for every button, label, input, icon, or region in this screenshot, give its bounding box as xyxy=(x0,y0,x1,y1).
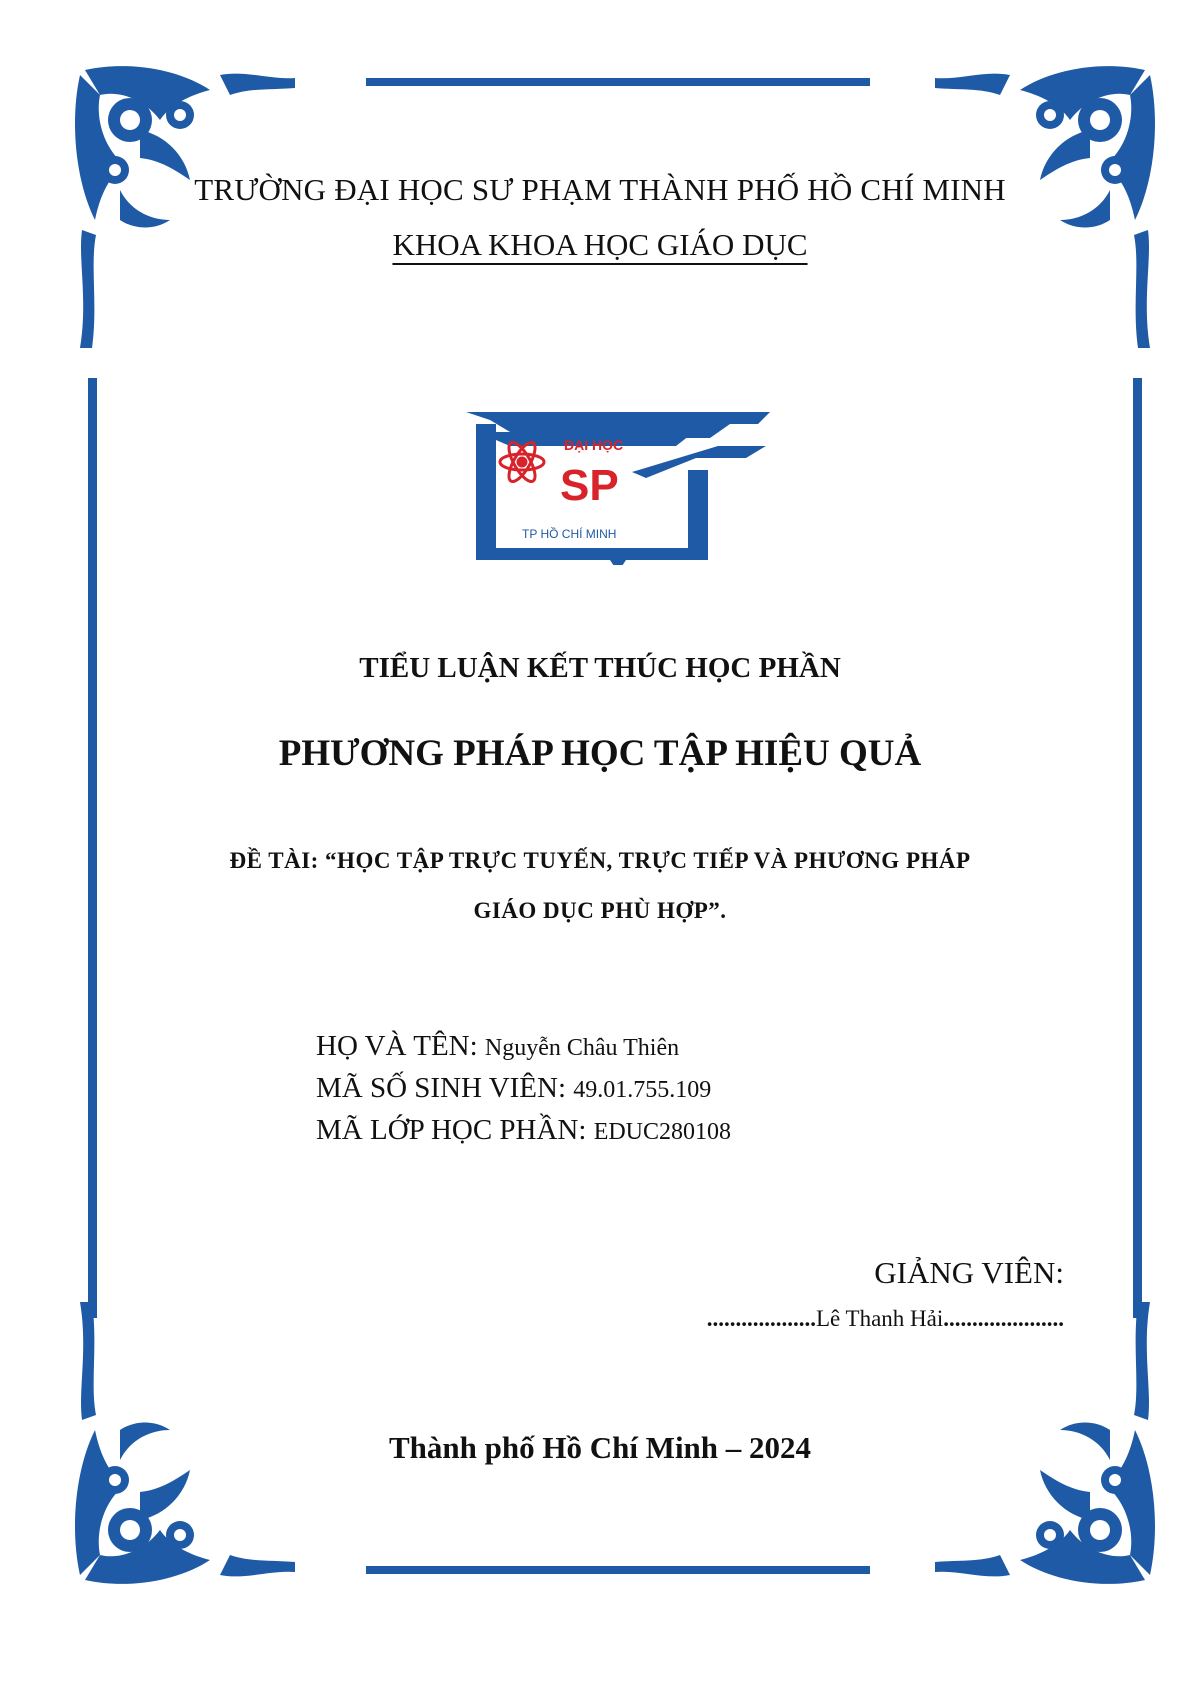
border-bottom-line xyxy=(366,1566,870,1574)
student-id-row xyxy=(316,1072,711,1105)
student-id-value: 49.01.755.109 xyxy=(573,1077,712,1103)
logo-top-text: ĐẠI HỌC xyxy=(564,437,624,453)
topic-line-1: ĐỀ TÀI: “HỌC TẬP TRỰC TUYẾN, TRỰC TIẾP VÀ PHƯƠNG PHÁP xyxy=(229,848,971,873)
topic-line-2: GIÁO DỤC PHÙ HỢP”. xyxy=(473,898,727,923)
city-year: Thành phố Hồ Chí Minh – 2024 xyxy=(388,1430,812,1465)
student-name-label: HỌ VÀ TÊN: xyxy=(316,1030,478,1062)
student-id-label: MÃ SỐ SINH VIÊN: xyxy=(316,1072,567,1104)
class-code-row xyxy=(316,1114,731,1147)
faculty-name xyxy=(0,227,1200,263)
course-title: PHƯƠNG PHÁP HỌC TẬP HIỆU QUẢ xyxy=(278,733,922,774)
essay-heading: TIỂU LUẬN KẾT THÚC HỌC PHẦN xyxy=(359,652,841,684)
logo-bottom-text: TP HỒ CHÍ MINH xyxy=(522,527,617,541)
faculty-name-text: KHOA KHOA HỌC GIÁO DỤC xyxy=(392,227,808,262)
class-code-label: MÃ LỚP HỌC PHẦN: xyxy=(316,1114,587,1146)
lecturer-dots-before: ................... xyxy=(706,1306,816,1331)
lecturer-name: Lê Thanh Hải xyxy=(815,1306,944,1331)
student-name-row xyxy=(316,1030,679,1063)
border-top-line xyxy=(366,78,870,86)
lecturer-label: GIẢNG VIÊN: xyxy=(874,1255,1064,1290)
school-name: TRƯỜNG ĐẠI HỌC SƯ PHẠM THÀNH PHỐ HỒ CHÍ MINH xyxy=(194,172,1006,207)
class-code-value: EDUC280108 xyxy=(593,1119,732,1145)
logo-main-text: SP xyxy=(560,461,619,510)
lecturer-dots-after: ..................... xyxy=(943,1306,1064,1331)
university-logo xyxy=(460,410,780,565)
lecturer-name-line xyxy=(707,1306,1064,1332)
student-name-value: Nguyễn Châu Thiên xyxy=(484,1035,680,1061)
